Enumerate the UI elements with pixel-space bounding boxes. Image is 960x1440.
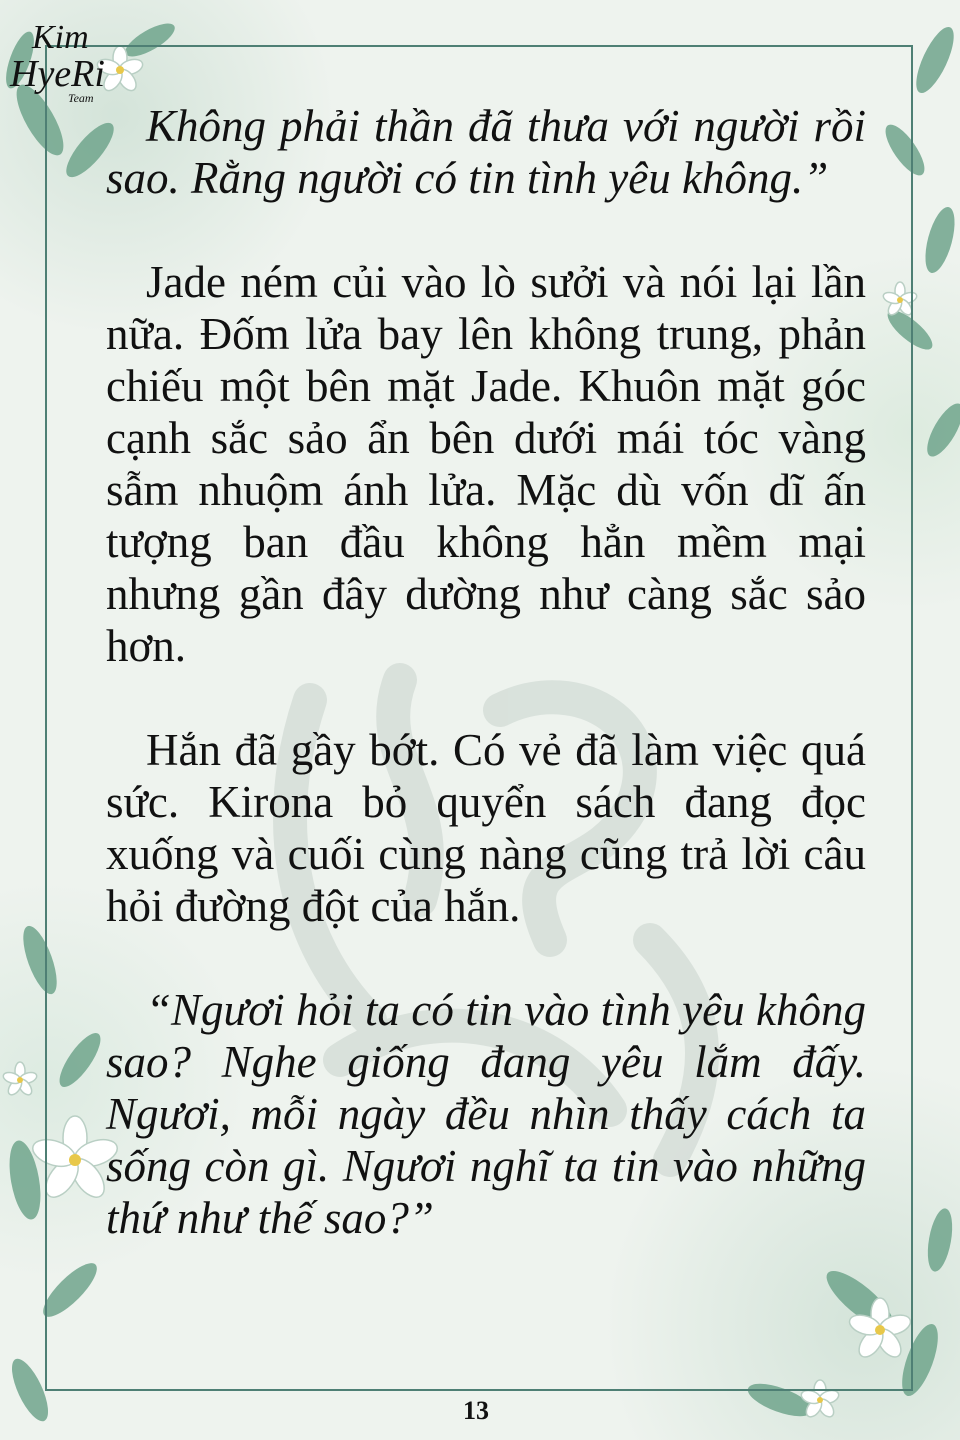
- paragraph-1: Không phải thần đã thưa với người rồi sao. Rằng người có tin tình yêu không.”: [106, 101, 866, 203]
- paragraph-2: Jade ném củi vào lò sưởi và nói lại lần nữa. Đốm lửa bay lên không trung, phản chiếu một bên mặt Jade. Khuôn mặt góc cạnh sắc sảo ẩn bên dưới mái tóc vàng sẫm nhuộm ánh lửa. Mặc dù vốn dĩ ấn tượng ban đầu không hẳn mềm mại nhưng gần đây dường như càng sắc sảo hơn.: [106, 257, 866, 671]
- page-number: 13: [463, 1396, 489, 1425]
- paragraph-4: “Ngươi hỏi ta có tin vào tình yêu không sao? Nghe giống đang yêu lắm đấy. Ngươi, mỗi ngày đều nhìn thấy cách ta sống còn gì. Ngươi nghĩ ta tin vào những thứ như thế sao?”: [106, 985, 866, 1243]
- paragraph-3: Hắn đã gầy bớt. Có vẻ đã làm việc quá sức. Kirona bỏ quyển sách đang đọc xuống và cuối cùng nàng cũng trả lời câu hỏi đường đột của hắn.: [106, 725, 866, 931]
- team-logo: [6, 8, 156, 108]
- svg-text:HyeRi: HyeRi: [10, 53, 105, 95]
- svg-text:Kim: Kim: [32, 19, 89, 56]
- chapter-text: [106, 100, 866, 1296]
- svg-text:Team: Team: [68, 91, 94, 105]
